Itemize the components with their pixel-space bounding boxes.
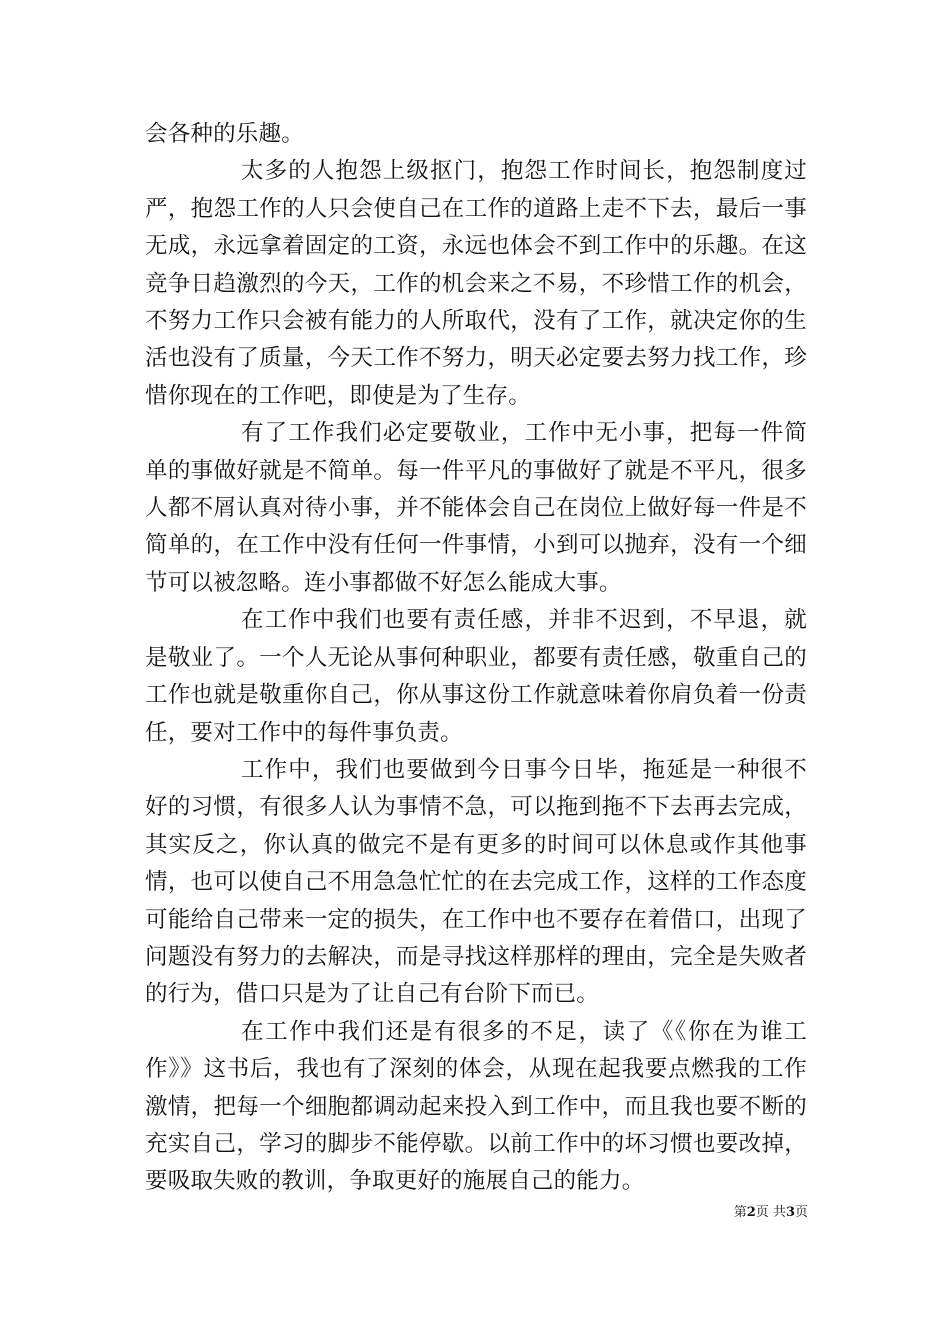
footer-middle: 页 共: [755, 1205, 786, 1220]
paragraph-2: 太多的人抱怨上级抠门，抱怨工作时间长，抱怨制度过严，抱怨工作的人只会使自己在工作的道路上走不下去，最后一事无成，永远拿着固定的工资，永远也体会不到工作中的乐趣。在这竞争日趋激烈的今天，工作的机会来之不易，不珍惜工作的机会，不努力工作只会被有能力的人所取代，没有了工作，就决定你的生活也没有了质量，今天工作不努力，明天必定要去努力找工作，珍惜你现在的工作吧，即使是为了生存。: [145, 158, 807, 409]
footer-total-pages: 3: [785, 1205, 795, 1220]
footer-prefix: 第: [733, 1205, 747, 1220]
paragraph-6: 在工作中我们还是有很多的不足，读了《《你在为谁工作》》这书后，我也有了深刻的体会，从现在起我要点燃我的工作激情，把每一个细胞都调动起来投入到工作中，而且我也要不断的充实自己，学习的脚步不能停歇。以前工作中的坏习惯也要改掉，要吸取失败的教训，争取更好的施展自己的能力。: [145, 1018, 807, 1195]
footer-suffix: 页: [794, 1205, 808, 1220]
paragraph-4: 在工作中我们也要有责任感，并非不迟到，不早退，就是敬业了。一个人无论从事何种职业，都要有责任感，敬重自己的工作也就是敬重你自己，你从事这份工作就意味着你肩负着一份责任，要对工作中的每件事负责。: [145, 607, 807, 746]
footer-page-number: 2: [746, 1205, 756, 1220]
paragraph-1: 会各种的乐趣。: [145, 121, 304, 147]
page-footer: [734, 1204, 808, 1222]
paragraph-5: 工作中，我们也要做到今日事今日毕，拖延是一种很不好的习惯，有很多人认为事情不急，可以拖到拖不下去再去完成，其实反之，你认真的做完不是有更多的时间可以休息或作其他事情，也可以使自己不用急急忙忙的在去完成工作，这样的工作态度可能给自己带来一定的损失，在工作中也不要存在着借口，出现了问题没有努力的去解决，而是寻找这样那样的理由，完全是失败者的行为，借口只是为了让自己有台阶下而已。: [145, 756, 807, 1008]
paragraph-3: 有了工作我们必定要敬业，工作中无小事，把每一件简单的事做好就是不简单。每一件平凡的事做好了就是不平凡，很多人都不屑认真对待小事，并不能体会自己在岗位上做好每一件是不简单的，在工作中没有任何一件事情，小到可以抛弃，没有一个细节可以被忽略。连小事都做不好怎么能成大事。: [145, 420, 807, 596]
document-body: [145, 116, 807, 1201]
